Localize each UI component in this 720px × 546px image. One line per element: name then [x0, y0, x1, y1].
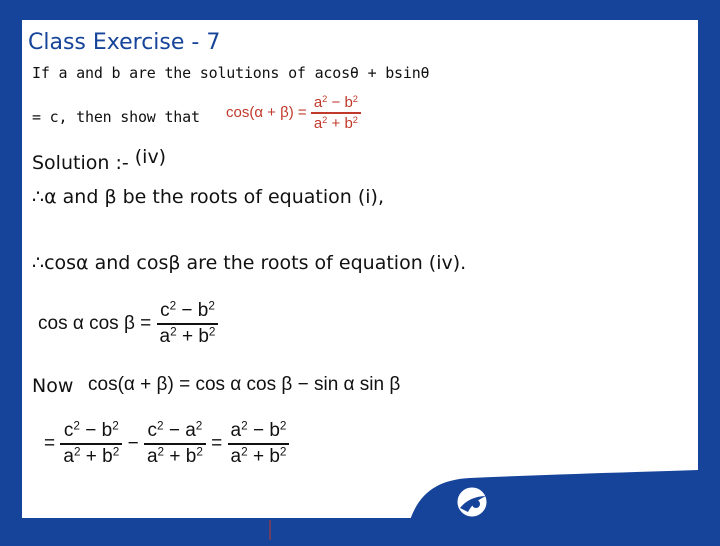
solution-ref: (iv): [134, 146, 167, 168]
result-minus: −: [127, 433, 139, 455]
problem-line-2: = c, then show that: [32, 108, 200, 126]
equation-product: [38, 300, 218, 348]
logo-text: CAREER LAUNCHER: [496, 484, 627, 546]
page-title: Class Exercise - 7: [28, 30, 221, 55]
result-term-3: [228, 420, 290, 468]
formula-denominator: $a^2 + b^2$: [313, 114, 358, 132]
formula-fraction: [311, 94, 361, 132]
problem-line-1: If a and b are the solutions of acosθ + bsinθ: [32, 64, 430, 82]
term-1-numerator: $c^2 - b^2$: [60, 420, 122, 445]
result-term-1: [60, 420, 122, 468]
term-3-numerator: $a^2 - b^2$: [228, 420, 290, 445]
term-2-numerator: $c^2 - a^2$: [144, 420, 206, 445]
formula-lhs: cos(α + β) =: [226, 103, 307, 121]
problem-formula: [226, 94, 361, 132]
term-1-denominator: $a^2 + b^2$: [63, 445, 120, 467]
equation-product-lhs: cos α cos β =: [38, 313, 152, 335]
result-equals-2: =: [211, 433, 223, 455]
solution-line-1: ∴α and β be the roots of equation (i),: [32, 186, 385, 208]
formula-numerator: $a^2 - b^2$: [311, 94, 361, 114]
term-3-denominator: $a^2 + b^2$: [230, 445, 287, 467]
equation-product-numerator: $c^2 - b^2$: [157, 300, 219, 325]
result-equals-1: =: [44, 433, 56, 455]
solution-heading: [32, 146, 167, 174]
equation-product-denominator: $a^2 + b^2$: [159, 325, 216, 347]
career-launcher-logo-icon: [452, 482, 492, 522]
equation-expansion: cos(α + β) = cos α cos β − sin α sin β: [88, 374, 401, 395]
equation-result: [44, 420, 289, 468]
equation-product-fraction: [157, 300, 219, 348]
now-label: Now: [32, 375, 74, 397]
solution-line-2: ∴cosα and cosβ are the roots of equation (iv).: [32, 252, 467, 274]
solution-heading-label: Solution :-: [32, 152, 129, 174]
result-term-2: [144, 420, 206, 468]
term-2-denominator: $a^2 + b^2$: [146, 445, 203, 467]
